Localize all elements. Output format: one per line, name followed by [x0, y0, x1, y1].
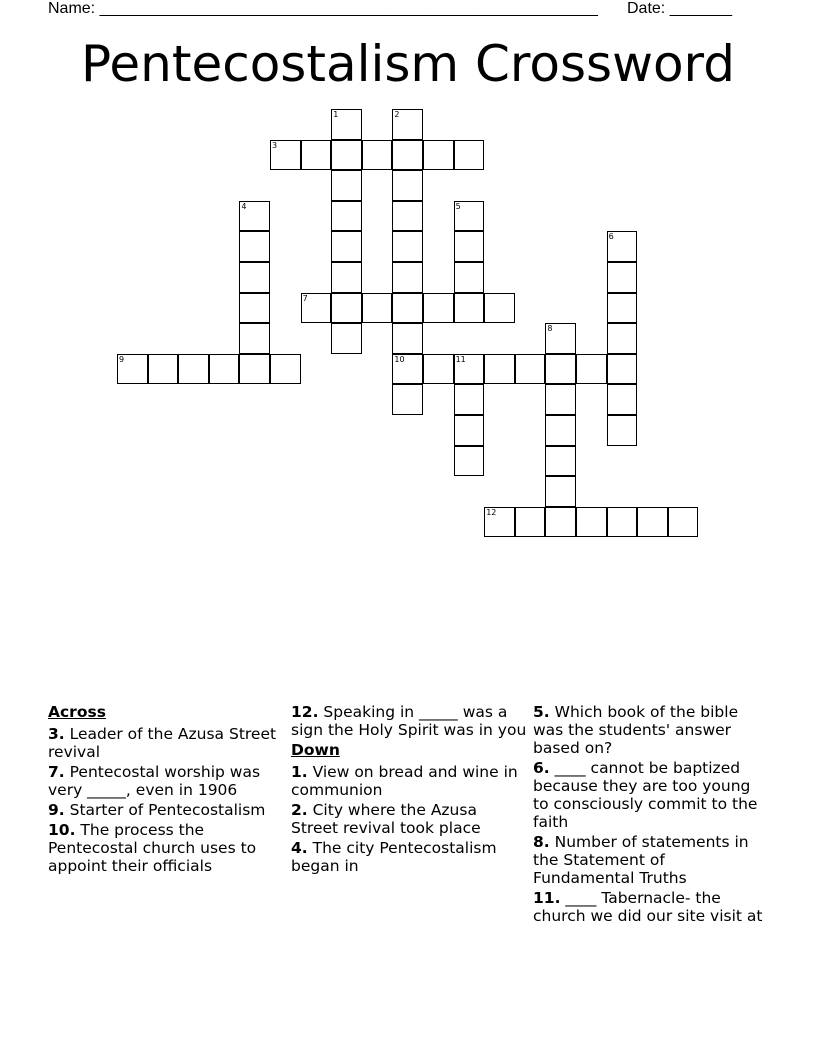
clue-down-4 — [291, 839, 527, 875]
clue-text: ____ cannot be baptized because they are too young to consciously commit to the faith — [533, 759, 758, 831]
grid-cell[interactable] — [239, 293, 270, 324]
grid-cell[interactable] — [576, 507, 607, 538]
down-heading: Down — [291, 741, 340, 759]
grid-cell[interactable] — [392, 384, 423, 415]
date-label: Date: — [627, 0, 670, 17]
clue-number: 9. — [48, 801, 65, 819]
grid-cell[interactable] — [392, 262, 423, 293]
clue-number: 7. — [48, 763, 65, 781]
grid-cell[interactable] — [607, 415, 638, 446]
clue-number: 8. — [533, 833, 550, 851]
grid-cell[interactable] — [331, 323, 362, 354]
name-blank[interactable]: ________________________________________________________ — [99, 0, 598, 17]
grid-cell[interactable] — [331, 293, 362, 324]
clue-text: The process the Pentecostal church uses to appoint their officials — [48, 821, 257, 875]
grid-cell[interactable] — [117, 354, 148, 385]
name-label: Name: — [48, 0, 100, 17]
cell-number: 1 — [333, 110, 339, 119]
grid-cell[interactable] — [545, 507, 576, 538]
cell-number: 3 — [272, 140, 278, 150]
page-title: Pentecostalism Crossword — [81, 35, 735, 93]
grid-cell[interactable] — [148, 354, 179, 385]
clue-text: The city Pentecostalism began in — [291, 839, 497, 875]
grid-cell[interactable] — [239, 201, 270, 232]
cell-number: 10 — [394, 354, 405, 364]
clue-across-10 — [48, 821, 278, 875]
across-heading: Across — [48, 703, 106, 721]
grid-cell[interactable] — [454, 293, 485, 324]
grid-cell[interactable] — [362, 140, 393, 171]
grid-cell[interactable] — [484, 354, 515, 385]
clue-text: Speaking in _____ was a sign the Holy Spirit was in you — [291, 703, 527, 739]
cell-number: 8 — [547, 324, 553, 334]
grid-cell[interactable] — [239, 262, 270, 293]
date-blank[interactable]: _______ — [669, 0, 732, 17]
clue-across-12 — [291, 703, 527, 739]
clue-down-8 — [533, 833, 765, 887]
grid-cell[interactable] — [270, 140, 301, 171]
grid-cell[interactable] — [209, 354, 240, 385]
clue-number: 2. — [291, 801, 308, 819]
cell-number: 2 — [394, 110, 400, 119]
clues-column-2 — [291, 703, 527, 877]
clues-column-1 — [48, 703, 278, 877]
clue-across-7 — [48, 763, 278, 799]
grid-cell[interactable] — [454, 140, 485, 171]
grid-cell[interactable] — [239, 354, 270, 385]
grid-cell[interactable] — [607, 231, 638, 262]
grid-cell[interactable] — [607, 354, 638, 385]
grid-cell[interactable] — [239, 323, 270, 354]
grid-cell[interactable] — [331, 109, 362, 140]
grid-cell[interactable] — [484, 293, 515, 324]
clue-down-2 — [291, 801, 527, 837]
grid-cell[interactable] — [454, 262, 485, 293]
grid-cell[interactable] — [423, 293, 454, 324]
grid-cell[interactable] — [392, 323, 423, 354]
grid-cell[interactable] — [545, 476, 576, 507]
grid-cell[interactable] — [607, 507, 638, 538]
grid-cell[interactable] — [301, 293, 332, 324]
grid-cell[interactable] — [454, 201, 485, 232]
clue-text: ____ Tabernacle- the church we did our site visit at — [533, 889, 763, 925]
clue-text: Number of statements in the Statement of Fundamental Truths — [533, 833, 749, 887]
clue-number: 12. — [291, 703, 319, 721]
clue-text: City where the Azusa Street revival took place — [291, 801, 481, 837]
clue-text: Which book of the bible was the students' answer based on? — [533, 703, 739, 757]
grid-cell[interactable] — [392, 354, 423, 385]
grid-cell[interactable] — [331, 262, 362, 293]
clue-down-1 — [291, 763, 527, 799]
grid-cell[interactable] — [331, 231, 362, 262]
clues-column-3 — [533, 703, 765, 927]
cell-number: 9 — [119, 354, 125, 364]
grid-cell[interactable] — [392, 109, 423, 140]
clue-number: 5. — [533, 703, 550, 721]
grid-cell[interactable] — [362, 293, 393, 324]
grid-cell[interactable] — [301, 140, 332, 171]
cell-number: 6 — [608, 232, 614, 242]
grid-cell[interactable] — [178, 354, 209, 385]
grid-cell[interactable] — [331, 201, 362, 232]
grid-cell[interactable] — [392, 201, 423, 232]
grid-cell[interactable] — [515, 507, 546, 538]
grid-cell[interactable] — [454, 446, 485, 477]
clue-across-3 — [48, 725, 278, 761]
grid-cell[interactable] — [392, 293, 423, 324]
clue-text: Pentecostal worship was very _____, even in 1906 — [48, 763, 261, 799]
grid-cell[interactable] — [392, 140, 423, 171]
grid-cell[interactable] — [423, 140, 454, 171]
cell-number: 11 — [455, 354, 466, 364]
clue-down-5 — [533, 703, 765, 757]
cell-number: 12 — [486, 507, 497, 517]
clue-number: 1. — [291, 763, 308, 781]
grid-cell[interactable] — [484, 507, 515, 538]
clue-down-6 — [533, 759, 765, 831]
grid-cell[interactable] — [576, 354, 607, 385]
grid-cell[interactable] — [454, 231, 485, 262]
cell-number: 5 — [455, 201, 461, 211]
grid-cell[interactable] — [454, 354, 485, 385]
grid-cell[interactable] — [607, 262, 638, 293]
grid-cell[interactable] — [545, 415, 576, 446]
clue-text: View on bread and wine in communion — [291, 763, 518, 799]
grid-cell[interactable] — [454, 384, 485, 415]
grid-cell[interactable] — [545, 446, 576, 477]
grid-cell[interactable] — [545, 384, 576, 415]
grid-cell[interactable] — [545, 323, 576, 354]
grid-cell[interactable] — [607, 384, 638, 415]
clue-number: 4. — [291, 839, 308, 857]
grid-cell[interactable] — [637, 507, 668, 538]
clue-number: 3. — [48, 725, 65, 743]
grid-cell[interactable] — [331, 140, 362, 171]
grid-cell[interactable] — [392, 231, 423, 262]
grid-cell[interactable] — [668, 507, 699, 538]
cell-number: 4 — [241, 201, 247, 211]
clue-text: Leader of the Azusa Street revival — [48, 725, 277, 761]
clue-number: 11. — [533, 889, 561, 907]
grid-cell[interactable] — [454, 415, 485, 446]
grid-cell[interactable] — [392, 170, 423, 201]
grid-cell[interactable] — [607, 293, 638, 324]
grid-cell[interactable] — [607, 323, 638, 354]
grid-cell[interactable] — [423, 354, 454, 385]
grid-cell[interactable] — [545, 354, 576, 385]
cell-number: 7 — [302, 293, 308, 303]
grid-cell[interactable] — [239, 231, 270, 262]
grid-cell[interactable] — [270, 354, 301, 385]
clue-down-11 — [533, 889, 765, 925]
grid-cell[interactable] — [331, 170, 362, 201]
clue-across-9 — [48, 801, 278, 819]
clue-text: Starter of Pentecostalism — [64, 801, 266, 819]
clue-number: 6. — [533, 759, 550, 777]
clue-number: 10. — [48, 821, 76, 839]
grid-cell[interactable] — [515, 354, 546, 385]
